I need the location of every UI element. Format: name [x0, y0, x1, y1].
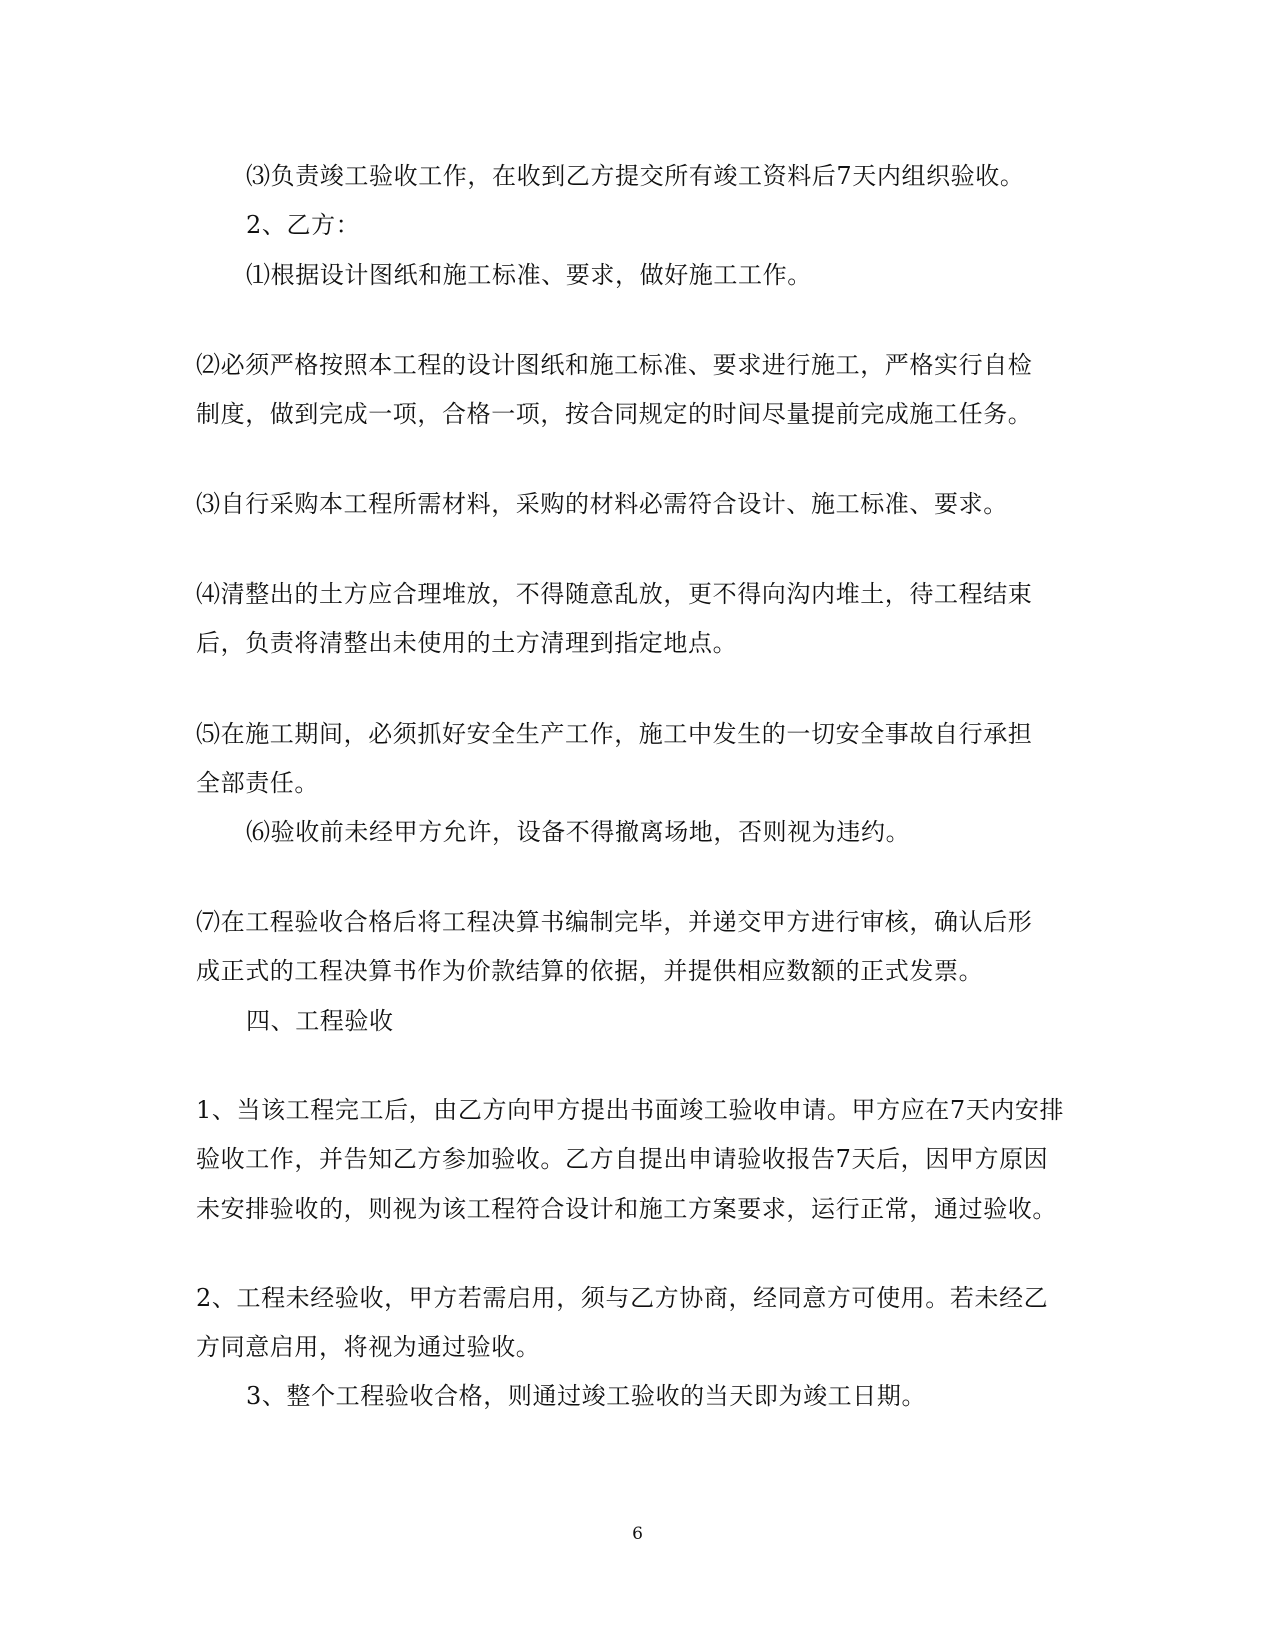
paragraph-line: 2、工程未经验收，甲方若需启用，须与乙方协商，经同意方可使用。若未经乙 — [196, 1284, 1049, 1312]
paragraph-line: ⑵必须严格按照本工程的设计图纸和施工标准、要求进行施工，严格实行自检 — [196, 351, 1033, 379]
paragraph-line: 方同意启用，将视为通过验收。 — [196, 1333, 541, 1361]
paragraph-line: 制度，做到完成一项，合格一项，按合同规定的时间尽量提前完成施工任务。 — [196, 400, 1033, 428]
paragraph-line: ⑴根据设计图纸和施工标准、要求，做好施工工作。 — [246, 261, 812, 289]
paragraph-line: ⑶自行采购本工程所需材料，采购的材料必需符合设计、施工标准、要求。 — [196, 490, 1008, 518]
section-heading: 四、工程验收 — [246, 1007, 394, 1035]
page-number: 6 — [632, 1524, 643, 1544]
paragraph-line: 1、当该工程完工后，由乙方向甲方提出书面竣工验收申请。甲方应在7天内安排 — [196, 1096, 1065, 1124]
paragraph-line: ⑹验收前未经甲方允许，设备不得撤离场地，否则视为违约。 — [246, 818, 911, 846]
paragraph-line: ⑺在工程验收合格后将工程决算书编制完毕，并递交甲方进行审核，确认后形 — [196, 908, 1033, 936]
paragraph-line: 3、整个工程验收合格，则通过竣工验收的当天即为竣工日期。 — [246, 1382, 927, 1410]
paragraph-line: 后，负责将清整出未使用的土方清理到指定地点。 — [196, 629, 738, 657]
section-heading: 2、乙方： — [246, 211, 361, 239]
paragraph-line: ⑷清整出的土方应合理堆放，不得随意乱放，更不得向沟内堆土，待工程结束 — [196, 580, 1033, 608]
paragraph-line: 全部责任。 — [196, 769, 319, 797]
paragraph-line: 验收工作，并告知乙方参加验收。乙方自提出申请验收报告7天后，因甲方原因 — [196, 1145, 1049, 1173]
paragraph-line: ⑸在施工期间，必须抓好安全生产工作，施工中发生的一切安全事故自行承担 — [196, 720, 1033, 748]
paragraph-line: 成正式的工程决算书作为价款结算的依据，并提供相应数额的正式发票。 — [196, 957, 984, 985]
paragraph-line: 未安排验收的，则视为该工程符合设计和施工方案要求，运行正常，通过验收。 — [196, 1195, 1057, 1223]
paragraph-line: ⑶负责竣工验收工作，在收到乙方提交所有竣工资料后7天内组织验收。 — [246, 162, 1025, 190]
